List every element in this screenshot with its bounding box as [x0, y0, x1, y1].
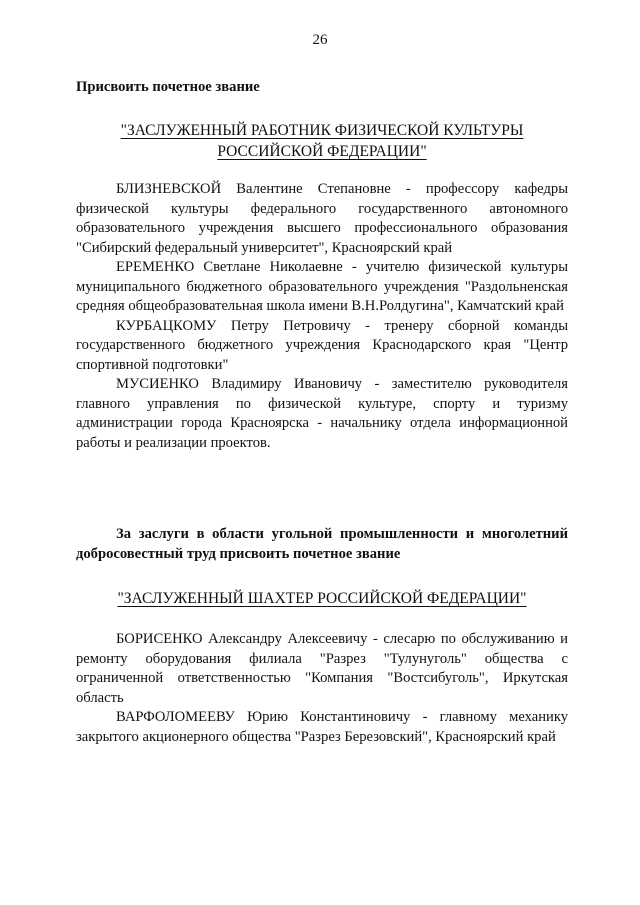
entry-musienko: МУСИЕНКО Владимиру Ивановичу - заместителю руководителя главного управления по физической культуре, спорту и туризму администрации города Красноярска - начальнику отдела информационной работы и реализации проектов.	[76, 376, 568, 451]
entry-blizhnevskaya: БЛИЗНЕВСКОЙ Валентине Степановне - профессору кафедры физической культуры федерального государственного автономного образовательного учреждения высшего профессионального образования "Сибирский федеральный университет", Красноярский край	[76, 181, 568, 256]
section2-award-title	[76, 588, 568, 609]
page-number: 26	[312, 32, 328, 48]
section2-heading	[76, 525, 568, 564]
award-title-line-2: РОССИЙСКОЙ ФЕДЕРАЦИИ"	[217, 143, 427, 160]
award-title-line: "ЗАСЛУЖЕННЫЙ ШАХТЕР РОССИЙСКОЙ ФЕДЕРАЦИИ"	[117, 590, 527, 607]
entry-eremenko: ЕРЕМЕНКО Светлане Николаевне - учителю физической культуры муниципального бюджетного образовательного учреждения "Раздольненская средняя общеобразовательная школа имени В.Н.Ролдугина", Камчатский край	[76, 259, 568, 314]
section1-heading: Присвоить почетное звание	[76, 79, 260, 95]
section1-award-title	[76, 120, 568, 162]
entry-varfolomeev: ВАРФОЛОМЕЕВУ Юрию Константиновичу - главному механику закрытого акционерного общества "Разрез Березовский", Красноярский край	[76, 709, 568, 745]
entry-borisenko: БОРИСЕНКО Александру Алексеевичу - слесарю по обслуживанию и ремонту оборудования филиала "Разрез "Тулунуголь" общества с ограниченной ответственностью "Компания "Востсибуголь", Иркутская область	[76, 631, 568, 706]
section2-entries	[76, 630, 568, 747]
section2-heading-text: За заслуги в области угольной промышленности и многолетний добросовестный труд присвоить почетное звание	[76, 526, 568, 562]
entry-kurbatsky: КУРБАЦКОМУ Петру Петровичу - тренеру сборной команды государственного бюджетного учреждения Краснодарского края "Центр спортивной подготовки"	[76, 317, 568, 373]
award-title-line-1: "ЗАСЛУЖЕННЫЙ РАБОТНИК ФИЗИЧЕСКОЙ КУЛЬТУРЫ	[120, 122, 524, 139]
section1-entries	[76, 180, 568, 453]
